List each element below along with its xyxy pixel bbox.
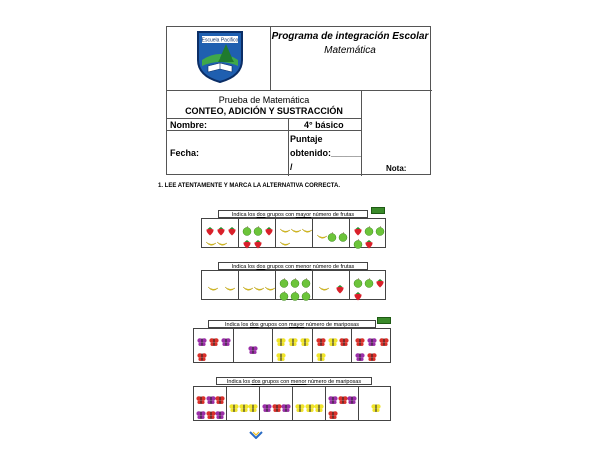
answer-strip	[193, 386, 391, 421]
purple-butterfly-icon	[262, 400, 272, 418]
caption-text: número de frutas	[311, 212, 355, 218]
caption-text: dos	[256, 264, 266, 270]
purple-butterfly-icon	[355, 349, 365, 367]
answer-option[interactable]	[260, 387, 293, 420]
purple-butterfly-icon	[347, 392, 357, 410]
caption-text: dos	[256, 212, 266, 218]
yellow-butterfly-icon	[305, 400, 315, 418]
answer-option[interactable]	[227, 387, 260, 420]
caption-text: dos	[249, 322, 259, 328]
yellow-butterfly-icon	[288, 334, 298, 352]
answer-option[interactable]	[202, 219, 239, 247]
test-subtitle: CONTEO, ADICIÓN Y SUSTRACCIÓN	[185, 106, 343, 116]
answer-option[interactable]	[313, 219, 350, 247]
logo-text: Escuela Pacifico	[201, 37, 239, 44]
yellow-butterfly-icon	[314, 400, 324, 418]
red-butterfly-icon	[272, 400, 282, 418]
answer-option[interactable]	[359, 387, 392, 420]
caption-text: número de mariposas	[306, 379, 362, 385]
strawberry-icon	[242, 236, 252, 254]
caption-text: menor	[295, 264, 312, 270]
caption-text: número de frutas	[311, 264, 355, 270]
nota-label: Nota:	[386, 164, 407, 173]
divider	[167, 130, 362, 131]
score-label	[290, 132, 361, 174]
subject-title: Matemática	[324, 45, 376, 56]
apple-icon	[279, 288, 289, 306]
yellow-butterfly-icon	[300, 334, 310, 352]
apple-icon	[290, 288, 300, 306]
answer-option[interactable]	[326, 387, 359, 420]
red-butterfly-icon	[197, 349, 207, 367]
caption-text: Indica los	[231, 212, 257, 218]
caption-text: Indica los	[226, 379, 252, 385]
question-caption	[218, 262, 368, 270]
divider	[288, 118, 289, 176]
caption-text: grupos con	[265, 212, 296, 218]
apple-icon	[364, 275, 374, 293]
school-logo	[196, 30, 244, 84]
red-butterfly-icon	[338, 392, 348, 410]
caption-text: número de mariposas	[304, 322, 359, 328]
purple-butterfly-icon	[221, 334, 231, 352]
strawberry-icon	[227, 223, 237, 241]
yellow-butterfly-icon	[239, 400, 249, 418]
answer-option[interactable]	[194, 329, 234, 362]
apple-icon	[338, 229, 348, 247]
purple-butterfly-icon	[248, 342, 258, 360]
question-caption	[216, 377, 372, 385]
banana-icon	[301, 223, 313, 241]
yellow-butterfly-icon	[229, 400, 239, 418]
red-butterfly-icon	[206, 407, 216, 425]
test-title: Prueba de Matemática	[218, 95, 310, 105]
score-label-line: /	[290, 162, 293, 172]
answer-option[interactable]	[239, 219, 276, 247]
caption-text: grupos con	[258, 322, 289, 328]
red-butterfly-icon	[339, 334, 349, 352]
apple-icon	[353, 236, 363, 254]
answer-strip	[193, 328, 391, 363]
flag-icon	[377, 317, 391, 324]
red-butterfly-icon	[328, 407, 338, 425]
answer-option[interactable]	[234, 329, 274, 362]
yellow-butterfly-icon	[316, 349, 326, 367]
banana-icon	[216, 236, 228, 254]
caption-text: mayor	[288, 322, 305, 328]
banana-icon	[264, 281, 276, 299]
banana-icon	[207, 281, 219, 299]
answer-option[interactable]	[273, 329, 313, 362]
strawberry-icon	[375, 275, 385, 293]
answer-option[interactable]	[350, 271, 387, 299]
yellow-butterfly-icon	[248, 400, 258, 418]
caption-text: dos	[251, 379, 261, 385]
answer-option[interactable]	[239, 271, 276, 299]
question-caption	[218, 210, 368, 218]
yellow-butterfly-icon	[328, 334, 338, 352]
red-butterfly-icon	[379, 334, 389, 352]
strawberry-icon	[264, 223, 274, 241]
banana-icon	[224, 281, 236, 299]
answer-option[interactable]	[276, 219, 313, 247]
score-label-line: Puntaje	[290, 134, 323, 144]
yellow-butterfly-icon	[371, 400, 381, 418]
strawberry-icon	[353, 288, 363, 306]
banana-icon	[279, 236, 291, 254]
answer-option[interactable]	[350, 219, 387, 247]
answer-strip	[201, 270, 386, 300]
apple-icon	[301, 288, 311, 306]
red-butterfly-icon	[367, 349, 377, 367]
purple-butterfly-icon	[196, 407, 206, 425]
flag-icon	[371, 207, 385, 214]
caption-text: Indica los	[231, 264, 257, 270]
banana-icon	[318, 281, 330, 299]
strawberry-icon	[335, 281, 345, 299]
answer-option[interactable]	[194, 387, 227, 420]
strawberry-icon	[364, 236, 374, 254]
answer-option[interactable]	[202, 271, 239, 299]
caption-text: grupos con	[265, 264, 296, 270]
score-label-line: obtenido:______	[290, 148, 362, 158]
answer-option[interactable]	[276, 271, 313, 299]
divider	[167, 90, 432, 91]
date-label: Fecha:	[170, 148, 200, 158]
caption-text: grupos con	[260, 379, 291, 385]
purple-butterfly-icon	[281, 400, 291, 418]
answer-strip	[201, 218, 386, 248]
footer-mark-icon	[249, 426, 263, 434]
answer-option[interactable]	[313, 329, 353, 362]
red-butterfly-icon	[209, 334, 219, 352]
divider	[167, 118, 362, 119]
name-label: Nombre:	[170, 120, 208, 130]
strawberry-icon	[253, 236, 263, 254]
grade-label: 4° básico	[304, 120, 344, 130]
program-title: Programa de integración Escolar	[271, 31, 429, 42]
instruction-text: 1. LEE ATENTAMENTE Y MARCA LA ALTERNATIVA CORRECTA.	[158, 183, 340, 189]
answer-option[interactable]	[352, 329, 392, 362]
divider	[361, 90, 362, 176]
caption-text: mayor	[295, 212, 312, 218]
yellow-butterfly-icon	[295, 400, 305, 418]
yellow-butterfly-icon	[276, 349, 286, 367]
answer-option[interactable]	[293, 387, 326, 420]
purple-butterfly-icon	[215, 407, 225, 425]
caption-text: Indica los	[225, 322, 250, 328]
question-caption	[208, 320, 376, 328]
caption-text: menor	[290, 379, 307, 385]
apple-icon	[375, 223, 385, 241]
apple-icon	[327, 229, 337, 247]
answer-option[interactable]	[313, 271, 350, 299]
